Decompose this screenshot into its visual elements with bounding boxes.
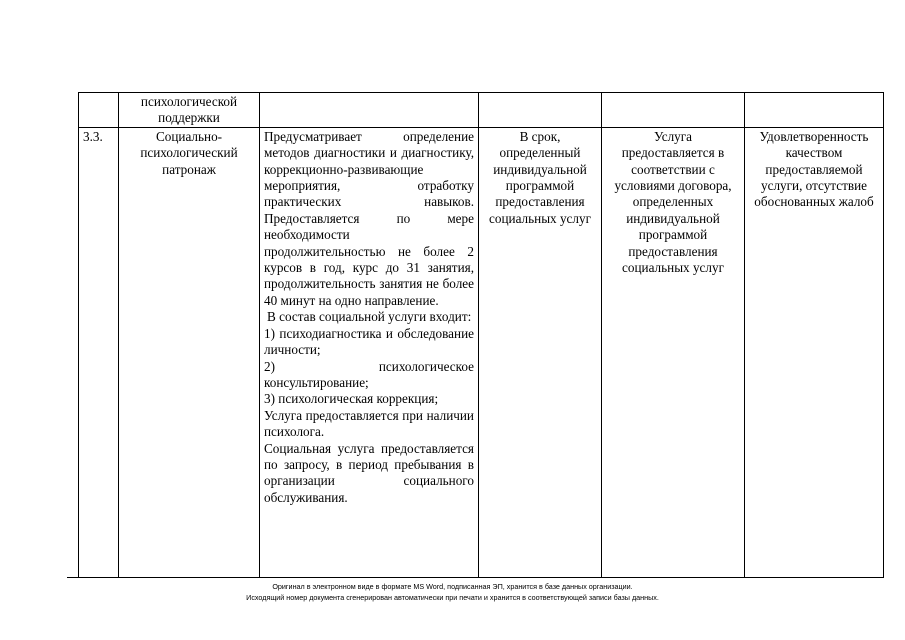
cell-indicator: Удовлетворенность качеством предоставляемой услуги, отсутствие обоснованных жалоб xyxy=(745,127,884,577)
description-paragraph: 3) психологическая коррекция; xyxy=(264,391,439,407)
description-paragraph: В состав социальной услуги входит: xyxy=(267,309,472,325)
cell-indicator xyxy=(745,93,884,128)
footer-note-original: Оригинал в электронном виде в формате MS Word, подписанная ЭП, хранится в базе данных организации. xyxy=(272,582,633,591)
description-paragraph: Предусматривает определение методов диагностики и диагностику, коррекционно-развивающие мероприятия, отработку практических навыков. Предоставляется по мере необходимости продолжительностью не более 2 курсов в год, курс до 31 занятия, продолжительность занятия не более 40 минут на одно направление. xyxy=(264,128,474,308)
cell-service-name: Социально-психологический патронаж xyxy=(119,127,260,577)
footer-note-number: Исходящий номер документа сгенерирован автоматически при печати и хранится в соответствующей записи базы данных. xyxy=(246,593,659,602)
description-paragraph: Услуга предоставляется при наличии психолога. xyxy=(264,407,474,440)
cell-number xyxy=(79,93,119,128)
description-paragraph: 2) психологическое консультирование; xyxy=(264,358,474,390)
cell-conditions xyxy=(602,93,745,128)
description-paragraph: 1) психодиагностика и обследование личности; xyxy=(264,325,474,358)
cell-conditions: Услуга предоставляется в соответствии с условиями договора, определенных индивидуальной программой предоставления социальных услуг xyxy=(602,127,745,577)
description-paragraph: Социальная услуга предоставляется по запросу, в период пребывания в организации социального обслуживания. xyxy=(264,440,474,505)
cell-description xyxy=(260,127,479,577)
table-row xyxy=(79,93,884,128)
cell-term xyxy=(479,93,602,128)
services-table xyxy=(78,92,884,578)
cell-term: В срок, определенный индивидуальной программой предоставления социальных услуг xyxy=(479,127,602,577)
cell-number: 3.3. xyxy=(79,127,119,577)
table-row xyxy=(79,127,884,577)
footer-divider xyxy=(67,577,847,578)
cell-description xyxy=(260,93,479,128)
cell-service-name: психологической поддержки xyxy=(119,93,260,128)
